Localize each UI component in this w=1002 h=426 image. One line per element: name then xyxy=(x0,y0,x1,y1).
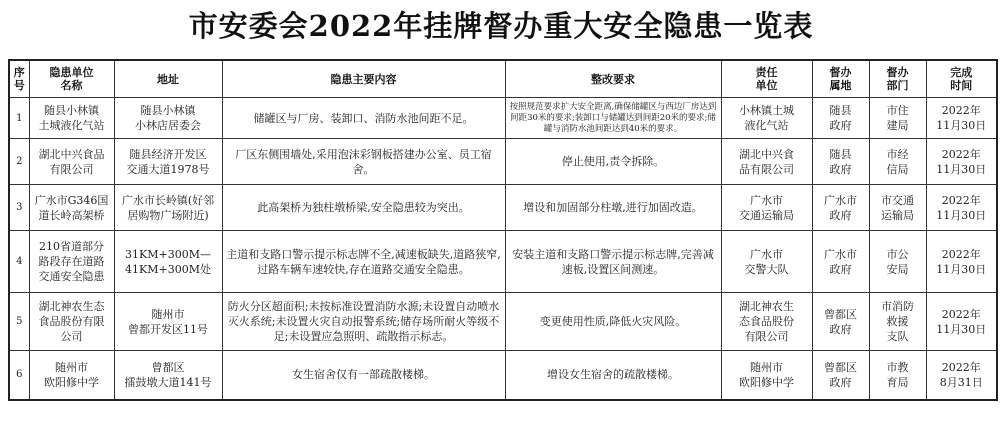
cell-unit: 随县小林镇 土城液化气站 xyxy=(29,98,114,139)
cell-seq: 6 xyxy=(9,351,29,400)
cell-unit: 湖北神农生态 食品股份有限 公司 xyxy=(29,293,114,351)
header-responsible: 责任 单位 xyxy=(721,60,812,98)
cell-supervise-place: 随县 政府 xyxy=(812,98,869,139)
table-row xyxy=(9,139,997,185)
cell-address: 广水市长岭镇(好邻 居购物广场附近) xyxy=(114,185,222,231)
table-row xyxy=(9,185,997,231)
cell-responsible: 广水市 交通运输局 xyxy=(721,185,812,231)
hazard-table xyxy=(8,59,998,401)
cell-requirement: 变更使用性质,降低火灾风险。 xyxy=(505,293,721,351)
cell-seq: 5 xyxy=(9,293,29,351)
header-deadline: 完成 时间 xyxy=(926,60,997,98)
cell-supervise-dept: 市住 建局 xyxy=(869,98,926,139)
cell-supervise-place: 广水市 政府 xyxy=(812,231,869,293)
cell-requirement: 增设女生宿舍的疏散楼梯。 xyxy=(505,351,721,400)
cell-deadline: 2022年 11月30日 xyxy=(926,293,997,351)
cell-unit: 广水市G346国 道长岭高架桥 xyxy=(29,185,114,231)
table-row xyxy=(9,351,997,400)
cell-address: 随州市 曾都开发区11号 xyxy=(114,293,222,351)
cell-content: 此高架桥为独柱墩桥梁,安全隐患较为突出。 xyxy=(222,185,505,231)
header-requirement: 整改要求 xyxy=(505,60,721,98)
cell-address: 31KM+300M— 41KM+300M处 xyxy=(114,231,222,293)
cell-address: 随县小林镇 小林店居委会 xyxy=(114,98,222,139)
cell-content: 主道和支路口警示提示标志牌不全,减速板缺失,道路狭窄,过路车辆车速较快,存在道路交通安全隐患。 xyxy=(222,231,505,293)
cell-deadline: 2022年 8月31日 xyxy=(926,351,997,400)
header-supervise-place: 督办 属地 xyxy=(812,60,869,98)
cell-supervise-dept: 市教 育局 xyxy=(869,351,926,400)
cell-unit: 210省道部分 路段存在道路 交通安全隐患 xyxy=(29,231,114,293)
cell-responsible: 小林镇土城 液化气站 xyxy=(721,98,812,139)
cell-seq: 2 xyxy=(9,139,29,185)
cell-address: 曾都区 擂鼓墩大道141号 xyxy=(114,351,222,400)
cell-deadline: 2022年 11月30日 xyxy=(926,98,997,139)
header-content: 隐患主要内容 xyxy=(222,60,505,98)
cell-supervise-place: 曾都区 政府 xyxy=(812,293,869,351)
cell-seq: 1 xyxy=(9,98,29,139)
page-title: 市安委会2022年挂牌督办重大安全隐患一览表 xyxy=(188,9,814,43)
table-header-row xyxy=(9,60,997,98)
table-row xyxy=(9,231,997,293)
cell-requirement: 停止使用,责令拆除。 xyxy=(505,139,721,185)
cell-requirement: 按照规范要求扩大安全距离,确保储罐区与西边厂房达到间距30米的要求;装卸口与储罐达到间距20米的要求;储罐与消防水池间距达到40米的要求。 xyxy=(505,98,721,139)
cell-seq: 3 xyxy=(9,185,29,231)
cell-deadline: 2022年 11月30日 xyxy=(926,231,997,293)
cell-content: 储罐区与厂房、装卸口、消防水池间距不足。 xyxy=(222,98,505,139)
cell-responsible: 随州市 欧阳修中学 xyxy=(721,351,812,400)
header-unit: 隐患单位 名称 xyxy=(29,60,114,98)
cell-address: 随县经济开发区 交通大道1978号 xyxy=(114,139,222,185)
cell-requirement: 安装主道和支路口警示提示标志牌,完善减速板,设置区间测速。 xyxy=(505,231,721,293)
table-row xyxy=(9,98,997,139)
cell-supervise-place: 广水市 政府 xyxy=(812,185,869,231)
cell-responsible: 广水市 交警大队 xyxy=(721,231,812,293)
cell-supervise-dept: 市经 信局 xyxy=(869,139,926,185)
cell-seq: 4 xyxy=(9,231,29,293)
cell-supervise-dept: 市消防 救援 支队 xyxy=(869,293,926,351)
cell-unit: 湖北中兴食品 有限公司 xyxy=(29,139,114,185)
cell-supervise-dept: 市交通 运输局 xyxy=(869,185,926,231)
cell-supervise-place: 曾都区 政府 xyxy=(812,351,869,400)
cell-supervise-dept: 市公 安局 xyxy=(869,231,926,293)
cell-deadline: 2022年 11月30日 xyxy=(926,185,997,231)
cell-content: 防火分区超面积;未按标准设置消防水源;未设置自动喷水灭火系统;未设置火灾自动报警系统;储存场所耐火等级不足;未设置应急照明、疏散指示标志。 xyxy=(222,293,505,351)
cell-content: 厂区东侧围墙处,采用泡沫彩钢板搭建办公室、员工宿舍。 xyxy=(222,139,505,185)
cell-supervise-place: 随县 政府 xyxy=(812,139,869,185)
cell-content: 女生宿舍仅有一部疏散楼梯。 xyxy=(222,351,505,400)
header-supervise-dept: 督办 部门 xyxy=(869,60,926,98)
cell-responsible: 湖北中兴食 品有限公司 xyxy=(721,139,812,185)
cell-unit: 随州市 欧阳修中学 xyxy=(29,351,114,400)
table-row xyxy=(9,293,997,351)
header-address: 地址 xyxy=(114,60,222,98)
cell-responsible: 湖北神农生 态食品股份 有限公司 xyxy=(721,293,812,351)
cell-requirement: 增设和加固部分柱墩,进行加固改造。 xyxy=(505,185,721,231)
cell-deadline: 2022年 11月30日 xyxy=(926,139,997,185)
header-seq: 序 号 xyxy=(9,60,29,98)
